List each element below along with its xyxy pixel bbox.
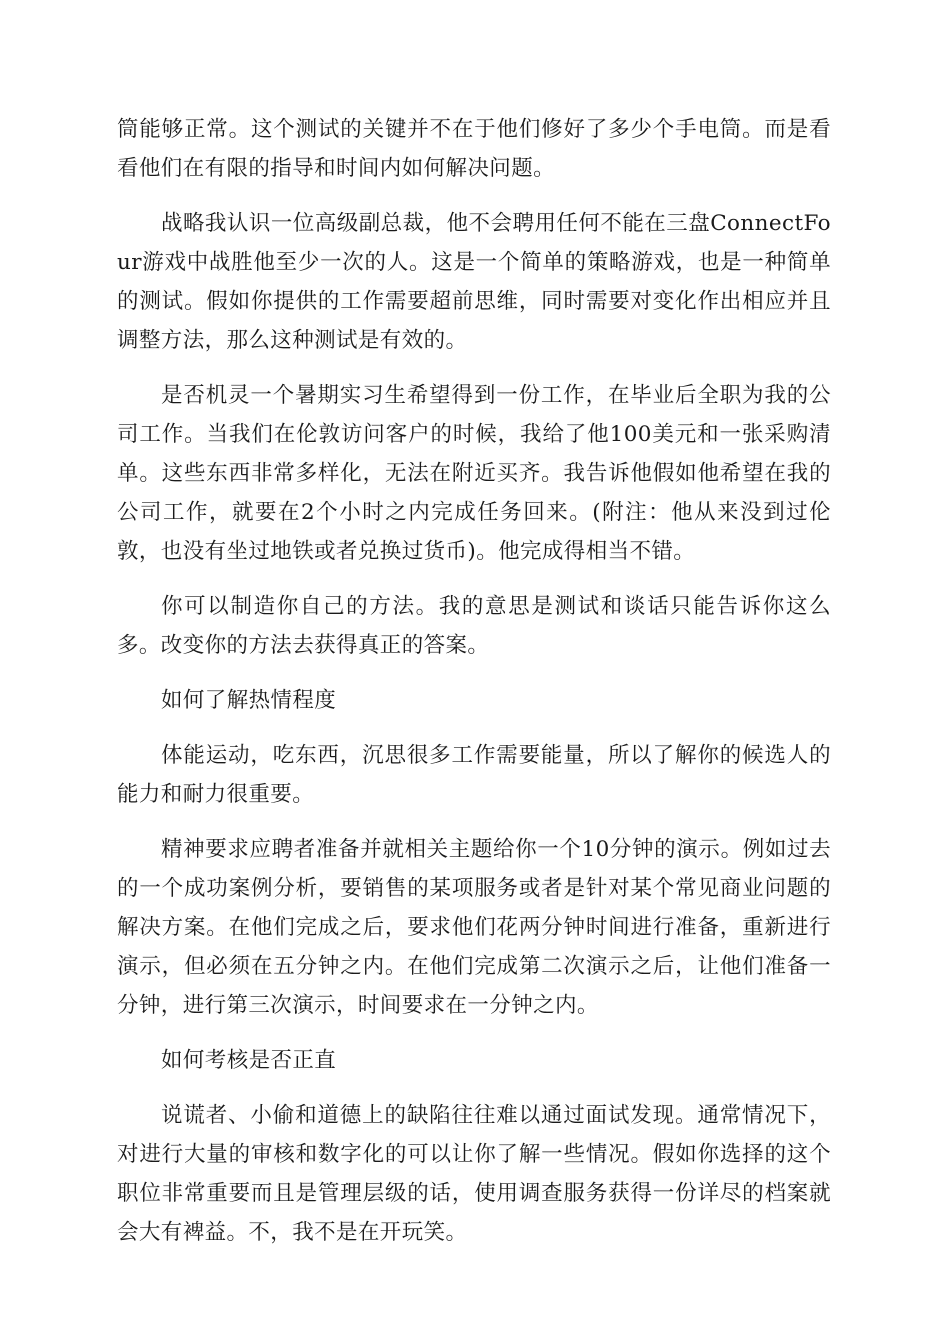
section-heading-integrity: 如何考核是否正直 bbox=[161, 1048, 337, 1073]
paragraph-integrity-check: 说谎者、小偷和道德上的缺陷往往难以通过面试发现。通常情况下，对进行大量的审核和数字化的可以让你了解一些情况。假如你选择的这个职位非常重要而且是管理层级的话，使用调查服务获得一份详尽的档案就会大有裨益。不，我不是在开玩笑。 bbox=[117, 1103, 831, 1245]
paragraph-strategy-connectfour: 战略我认识一位高级副总裁，他不会聘用任何不能在三盘ConnectFour游戏中战胜他至少一次的人。这是一个简单的策略游戏，也是一种简单的测试。假如你提供的工作需要超前思维，同时需要对变化作出相应并且调整方法，那么这种测试是有效的。 bbox=[117, 211, 831, 353]
section-heading-enthusiasm: 如何了解热情程度 bbox=[161, 688, 337, 713]
paragraph-physical-energy: 体能运动，吃东西，沉思很多工作需要能量，所以了解你的候选人的能力和耐力很重要。 bbox=[117, 743, 831, 807]
paragraph-mental-presentation: 精神要求应聘者准备并就相关主题给你一个10分钟的演示。例如过去的一个成功案例分析，要销售的某项服务或者是针对某个常见商业问题的解决方案。在他们完成之后，要求他们花两分钟时间进行准备，重新进行演示，但必须在五分钟之内。在他们完成第二次演示之后，让他们准备一分钟，进行第三次演示，时间要求在一分钟之内。 bbox=[117, 837, 831, 1018]
paragraph-flashlight-test: 筒能够正常。这个测试的关键并不在于他们修好了多少个手电筒。而是看看他们在有限的指导和时间内如何解决问题。 bbox=[117, 117, 831, 181]
paragraph-cleverness-intern: 是否机灵一个暑期实习生希望得到一份工作，在毕业后全职为我的公司工作。当我们在伦敦访问客户的时候，我给了他100美元和一张采购清单。这些东西非常多样化，无法在附近买齐。我告诉他假如他希望在我的公司工作，就要在2个小时之内完成任务回来。(附注：他从来没到过伦敦，也没有坐过地铁或者兑换过货币)。他完成得相当不错。 bbox=[117, 383, 831, 564]
paragraph-own-method: 你可以制造你自己的方法。我的意思是测试和谈话只能告诉你这么多。改变你的方法去获得真正的答案。 bbox=[117, 594, 831, 658]
document-body bbox=[117, 110, 831, 1268]
